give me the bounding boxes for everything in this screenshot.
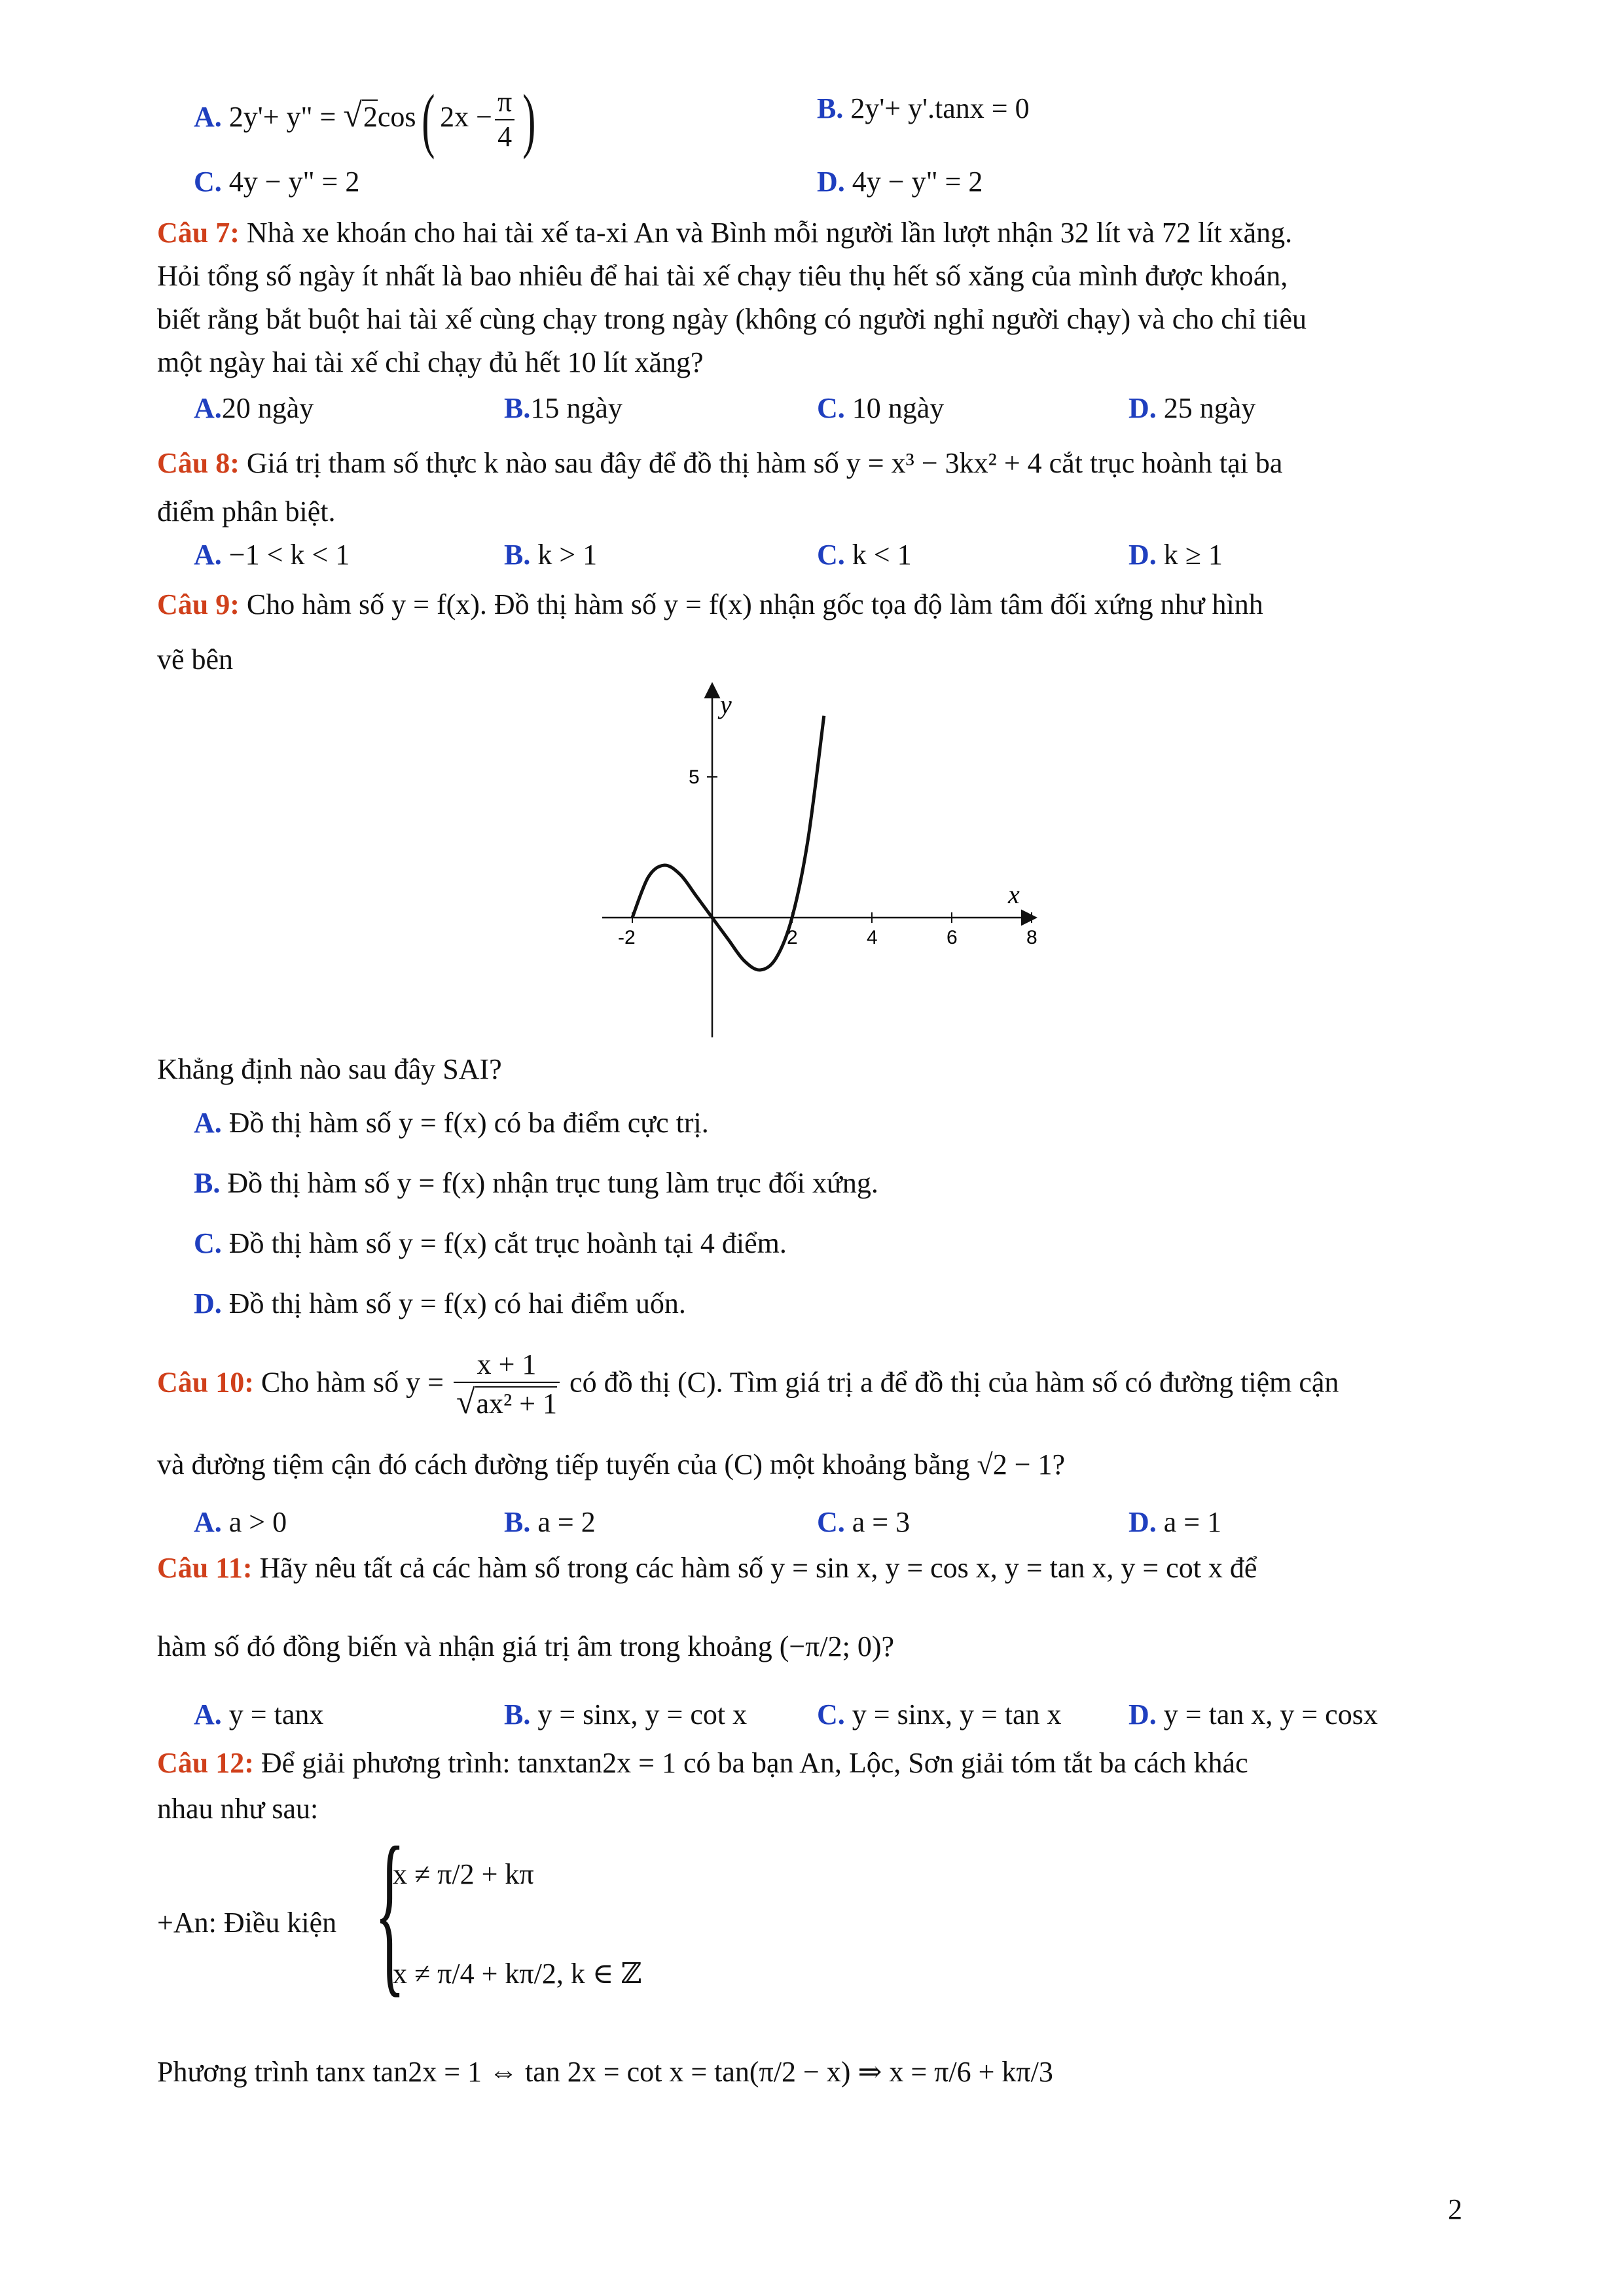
q7-option-a [194,391,314,426]
q11-a-text: y = tanx [228,1698,324,1731]
q10-line1 [157,1348,1339,1422]
q12-text-3: Phương trình tanx tan2x = 1 ⇔ tan 2x = cot x = tan(π/2 − x) ⇒ x = π/6 + kπ/3 [157,2056,1053,2088]
q9-label: Câu 9: [157,588,240,620]
q11-text-1: Hãy nêu tất cả các hàm số trong các hàm số y = sin x, y = cos x, y = tan x, y = cot x để [259,1552,1257,1584]
y-tick-label-0: 5 [689,766,700,788]
y-axis-label: y [720,690,732,719]
q9-b-label: B. [194,1167,221,1199]
q10-option-d [1128,1505,1221,1540]
q9-question: Khẳng định nào sau đây SAI? [157,1053,502,1085]
q7-c-label: C. [817,392,845,424]
q11-option-a [194,1698,323,1732]
q10-d-label: D. [1128,1506,1157,1538]
q10-c-text: a = 3 [852,1506,911,1538]
function-graph [589,681,1047,1047]
q11-option-c [817,1698,1062,1732]
q8-option-a [194,538,350,573]
q11-line1 [157,1551,1257,1586]
q7-line1 [157,216,1292,251]
q6-a-text: 2y'+ y" = √2cos( 2x − $\frac{\pi}{4}$ ) [228,80,536,160]
q10-option-b [504,1505,596,1540]
q8-a-text: −1 < k < 1 [228,539,350,571]
q8-label: Câu 8: [157,447,240,479]
q8-b-text: k > 1 [537,539,598,571]
q6-d-text: 4y − y" = 2 [852,166,983,198]
q8-d-text: k ≥ 1 [1163,539,1223,571]
q11-label: Câu 11: [157,1552,253,1584]
q10-option-a [194,1505,287,1540]
q10-numerator: x + 1 [454,1348,560,1383]
q6-option-d [817,165,983,200]
q7-d-text: 25 ngày [1163,392,1256,424]
q10-option-c [817,1505,910,1540]
q10-b-text: a = 2 [537,1506,596,1538]
q12-an-label: +An: Điều kiện [157,1907,337,1939]
q8-b-label: B. [504,539,531,571]
q8-option-b [504,538,597,573]
q12-text-1: Để giải phương trình: tanxtan2x = 1 có ba bạn An, Lộc, Sơn giải tóm tắt ba cách khác [261,1747,1248,1779]
q7-text-3: biết rằng bắt buột hai tài xế cùng chạy trong ngày (không có người nghỉ người chạy) và cho chỉ tiêu [157,303,1307,335]
q6-c-label: C. [194,166,222,198]
q6-d-label: D. [817,166,845,198]
q12-condition-2: x ≠ π/4 + kπ/2, k ∈ ℤ [393,1958,642,1990]
q7-option-b [504,391,623,426]
q8-text-1: Giá trị tham số thực k nào sau đây để đồ thị hàm số y = x³ − 3kx² + 4 cắt trục hoành tại ba [246,447,1283,479]
q11-b-text: y = sinx, y = cot x [537,1698,748,1731]
x-tick-label-4: 8 [1026,927,1038,948]
q10-denominator: √ax² + 1 [456,1383,558,1421]
q6-option-a [194,80,541,160]
x-tick-label-0: -2 [618,927,636,948]
q11-c-text: y = sinx, y = tan x [852,1698,1062,1731]
q10-d-text: a = 1 [1163,1506,1222,1538]
q11-c-label: C. [817,1698,845,1731]
q11-d-text: y = tan x, y = cosx [1163,1698,1378,1731]
q10-denominator-radicand: ax² + 1 [476,1387,558,1420]
q9-a-text: Đồ thị hàm số y = f(x) có ba điểm cực trị. [228,1107,709,1139]
q12-label: Câu 12: [157,1747,254,1779]
q12-line1 [157,1746,1248,1781]
x-tick-label-2: 4 [867,927,878,948]
q7-option-c [817,391,944,426]
q6-option-c [194,165,359,200]
q8-c-label: C. [817,539,845,571]
q11-text-2: hàm số đó đồng biến và nhận giá trị âm trong khoảng (−π/2; 0)? [157,1630,895,1662]
q6-b-text: 2y'+ y'.tanx = 0 [850,92,1030,124]
q9-line1 [157,588,1263,622]
page-number: 2 [1448,2193,1462,2225]
q10-suffix: có đồ thị (C). Tìm giá trị a để đồ thị của hàm số có đường tiệm cận [569,1366,1339,1399]
q9-text-1: Cho hàm số y = f(x). Đồ thị hàm số y = f(x) nhận gốc tọa độ làm tâm đối xứng như hình [246,588,1263,620]
q10-c-label: C. [817,1506,845,1538]
q9-text-2: vẽ bên [157,643,234,675]
x-tick-label-3: 6 [947,927,958,948]
q7-d-label: D. [1128,392,1157,424]
q7-option-d [1128,391,1255,426]
q7-a-label: A. [194,392,222,424]
q10-text-2: và đường tiệm cận đó cách đường tiếp tuyến của (C) một khoảng bằng √2 − 1? [157,1448,1066,1480]
q7-c-text: 10 ngày [852,392,945,424]
q12-condition-1: x ≠ π/2 + kπ [393,1858,534,1890]
q8-c-text: k < 1 [852,539,912,571]
q6-option-b [817,92,1030,126]
q8-line1 [157,446,1282,481]
q7-text-1: Nhà xe khoán cho hai tài xế ta-xi An và Bình mỗi người lần lượt nhận 32 lít và 72 lít xăng. [246,217,1293,249]
q8-option-c [817,538,912,573]
q9-b-text: Đồ thị hàm số y = f(x) nhận trục tung làm trục đối xứng. [227,1167,878,1199]
q7-b-label: B. [504,392,531,424]
q7-a-text: 20 ngày [221,392,314,424]
q10-a-text: a > 0 [228,1506,287,1538]
q10-prefix: Cho hàm số y = [261,1366,444,1399]
q7-label: Câu 7: [157,217,240,249]
q8-d-label: D. [1128,539,1157,571]
q7-text-4: một ngày hai tài xế chỉ chạy đủ hết 10 lít xăng? [157,346,704,378]
q8-a-label: A. [194,539,222,571]
q6-a-label: A. [194,101,222,134]
q9-c-text: Đồ thị hàm số y = f(x) cắt trục hoành tại 4 điểm. [228,1227,787,1259]
x-tick-label-1: 2 [787,927,798,948]
x-axis-label: x [1008,880,1020,909]
q11-d-label: D. [1128,1698,1157,1731]
q10-a-label: A. [194,1506,222,1538]
q9-option-d [194,1287,686,1321]
q7-text-2: Hỏi tổng số ngày ít nhất là bao nhiêu để hai tài xế chạy tiêu thụ hết số xăng của mình được khoán, [157,260,1288,292]
q10-label: Câu 10: [157,1366,254,1399]
q12-text-2: nhau như sau: [157,1793,319,1825]
q9-option-a [194,1106,709,1141]
q6-b-label: B. [817,92,844,124]
q10-b-label: B. [504,1506,531,1538]
q9-c-label: C. [194,1227,222,1259]
q11-b-label: B. [504,1698,531,1731]
q12-system-brace: { [374,1809,406,2013]
q10-fraction [454,1348,560,1422]
q9-d-label: D. [194,1287,222,1319]
q9-option-b [194,1166,878,1201]
q8-option-d [1128,538,1223,573]
q7-b-text: 15 ngày [530,392,623,424]
q6-c-text: 4y − y" = 2 [228,166,360,198]
q8-text-2: điểm phân biệt. [157,495,336,528]
q9-a-label: A. [194,1107,222,1139]
q11-option-b [504,1698,747,1732]
q9-d-text: Đồ thị hàm số y = f(x) có hai điểm uốn. [228,1287,686,1319]
q11-option-d [1128,1698,1378,1732]
q9-option-c [194,1227,787,1261]
q11-a-label: A. [194,1698,222,1731]
